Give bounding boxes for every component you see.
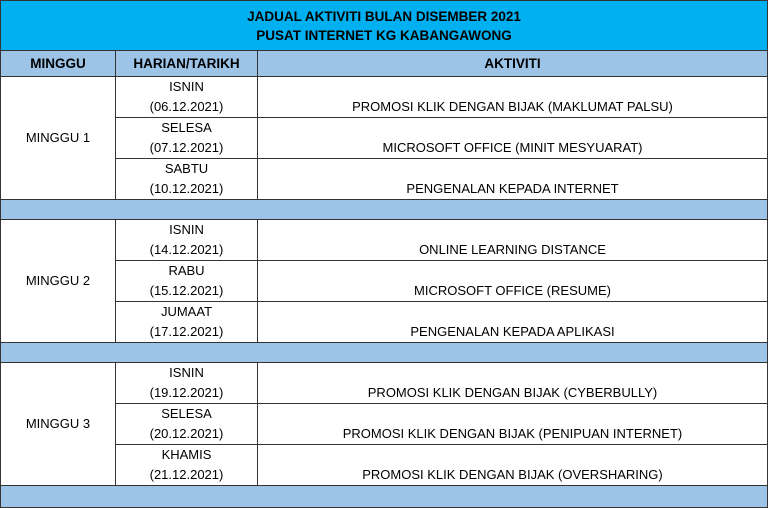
activity-cell: PENGENALAN KEPADA INTERNET <box>258 159 768 200</box>
day-name: ISNIN <box>169 365 204 380</box>
title-line-2: PUSAT INTERNET KG KABANGAWONG <box>256 27 512 43</box>
table-row <box>1 261 768 302</box>
activity-cell: PENGENALAN KEPADA APLIKASI <box>258 302 768 343</box>
day-date: (15.12.2021) <box>149 283 224 298</box>
day-date: (07.12.2021) <box>149 140 224 155</box>
day-name: JUMAAT <box>160 304 213 319</box>
week-separator <box>1 486 768 508</box>
day-cell <box>116 159 258 200</box>
header-week: MINGGU <box>1 51 116 77</box>
separator-cell <box>1 486 768 508</box>
activity-cell: MICROSOFT OFFICE (RESUME) <box>258 261 768 302</box>
activity-cell: ONLINE LEARNING DISTANCE <box>258 220 768 261</box>
day-name: ISNIN <box>169 222 204 237</box>
table-title <box>1 1 768 51</box>
day-date: (20.12.2021) <box>149 426 224 441</box>
table-row <box>1 445 768 486</box>
week-label: MINGGU 2 <box>1 220 116 343</box>
day-cell <box>116 445 258 486</box>
week-separator <box>1 343 768 363</box>
activity-cell: PROMOSI KLIK DENGAN BIJAK (MAKLUMAT PALSU) <box>258 77 768 118</box>
day-date: (19.12.2021) <box>149 385 224 400</box>
week-label: MINGGU 3 <box>1 363 116 486</box>
day-name: SABTU <box>164 161 209 176</box>
table-row <box>1 220 768 261</box>
day-date: (10.12.2021) <box>149 181 224 196</box>
table-row <box>1 159 768 200</box>
table-row <box>1 77 768 118</box>
day-cell <box>116 261 258 302</box>
table-row <box>1 404 768 445</box>
activity-cell: PROMOSI KLIK DENGAN BIJAK (CYBERBULLY) <box>258 363 768 404</box>
activity-cell: PROMOSI KLIK DENGAN BIJAK (PENIPUAN INTERNET) <box>258 404 768 445</box>
day-cell <box>116 118 258 159</box>
table-row <box>1 302 768 343</box>
day-cell <box>116 302 258 343</box>
day-cell <box>116 77 258 118</box>
day-cell <box>116 363 258 404</box>
table-row <box>1 118 768 159</box>
day-name: KHAMIS <box>161 447 212 462</box>
separator-cell <box>1 200 768 220</box>
day-date: (17.12.2021) <box>149 324 224 339</box>
day-date: (14.12.2021) <box>149 242 224 257</box>
title-line-1: JADUAL AKTIVITI BULAN DISEMBER 2021 <box>247 8 521 24</box>
day-cell <box>116 404 258 445</box>
day-cell <box>116 220 258 261</box>
separator-cell <box>1 343 768 363</box>
header-day: HARIAN/TARIKH <box>116 51 258 77</box>
activity-cell: PROMOSI KLIK DENGAN BIJAK (OVERSHARING) <box>258 445 768 486</box>
day-name: ISNIN <box>169 79 204 94</box>
activity-cell: MICROSOFT OFFICE (MINIT MESYUARAT) <box>258 118 768 159</box>
day-name: SELESA <box>161 120 212 135</box>
header-activity: AKTIVITI <box>258 51 768 77</box>
week-label: MINGGU 1 <box>1 77 116 200</box>
day-date: (21.12.2021) <box>149 467 224 482</box>
table-row <box>1 363 768 404</box>
week-separator <box>1 200 768 220</box>
day-name: SELESA <box>161 406 212 421</box>
day-date: (06.12.2021) <box>149 99 224 114</box>
day-name: RABU <box>168 263 205 278</box>
